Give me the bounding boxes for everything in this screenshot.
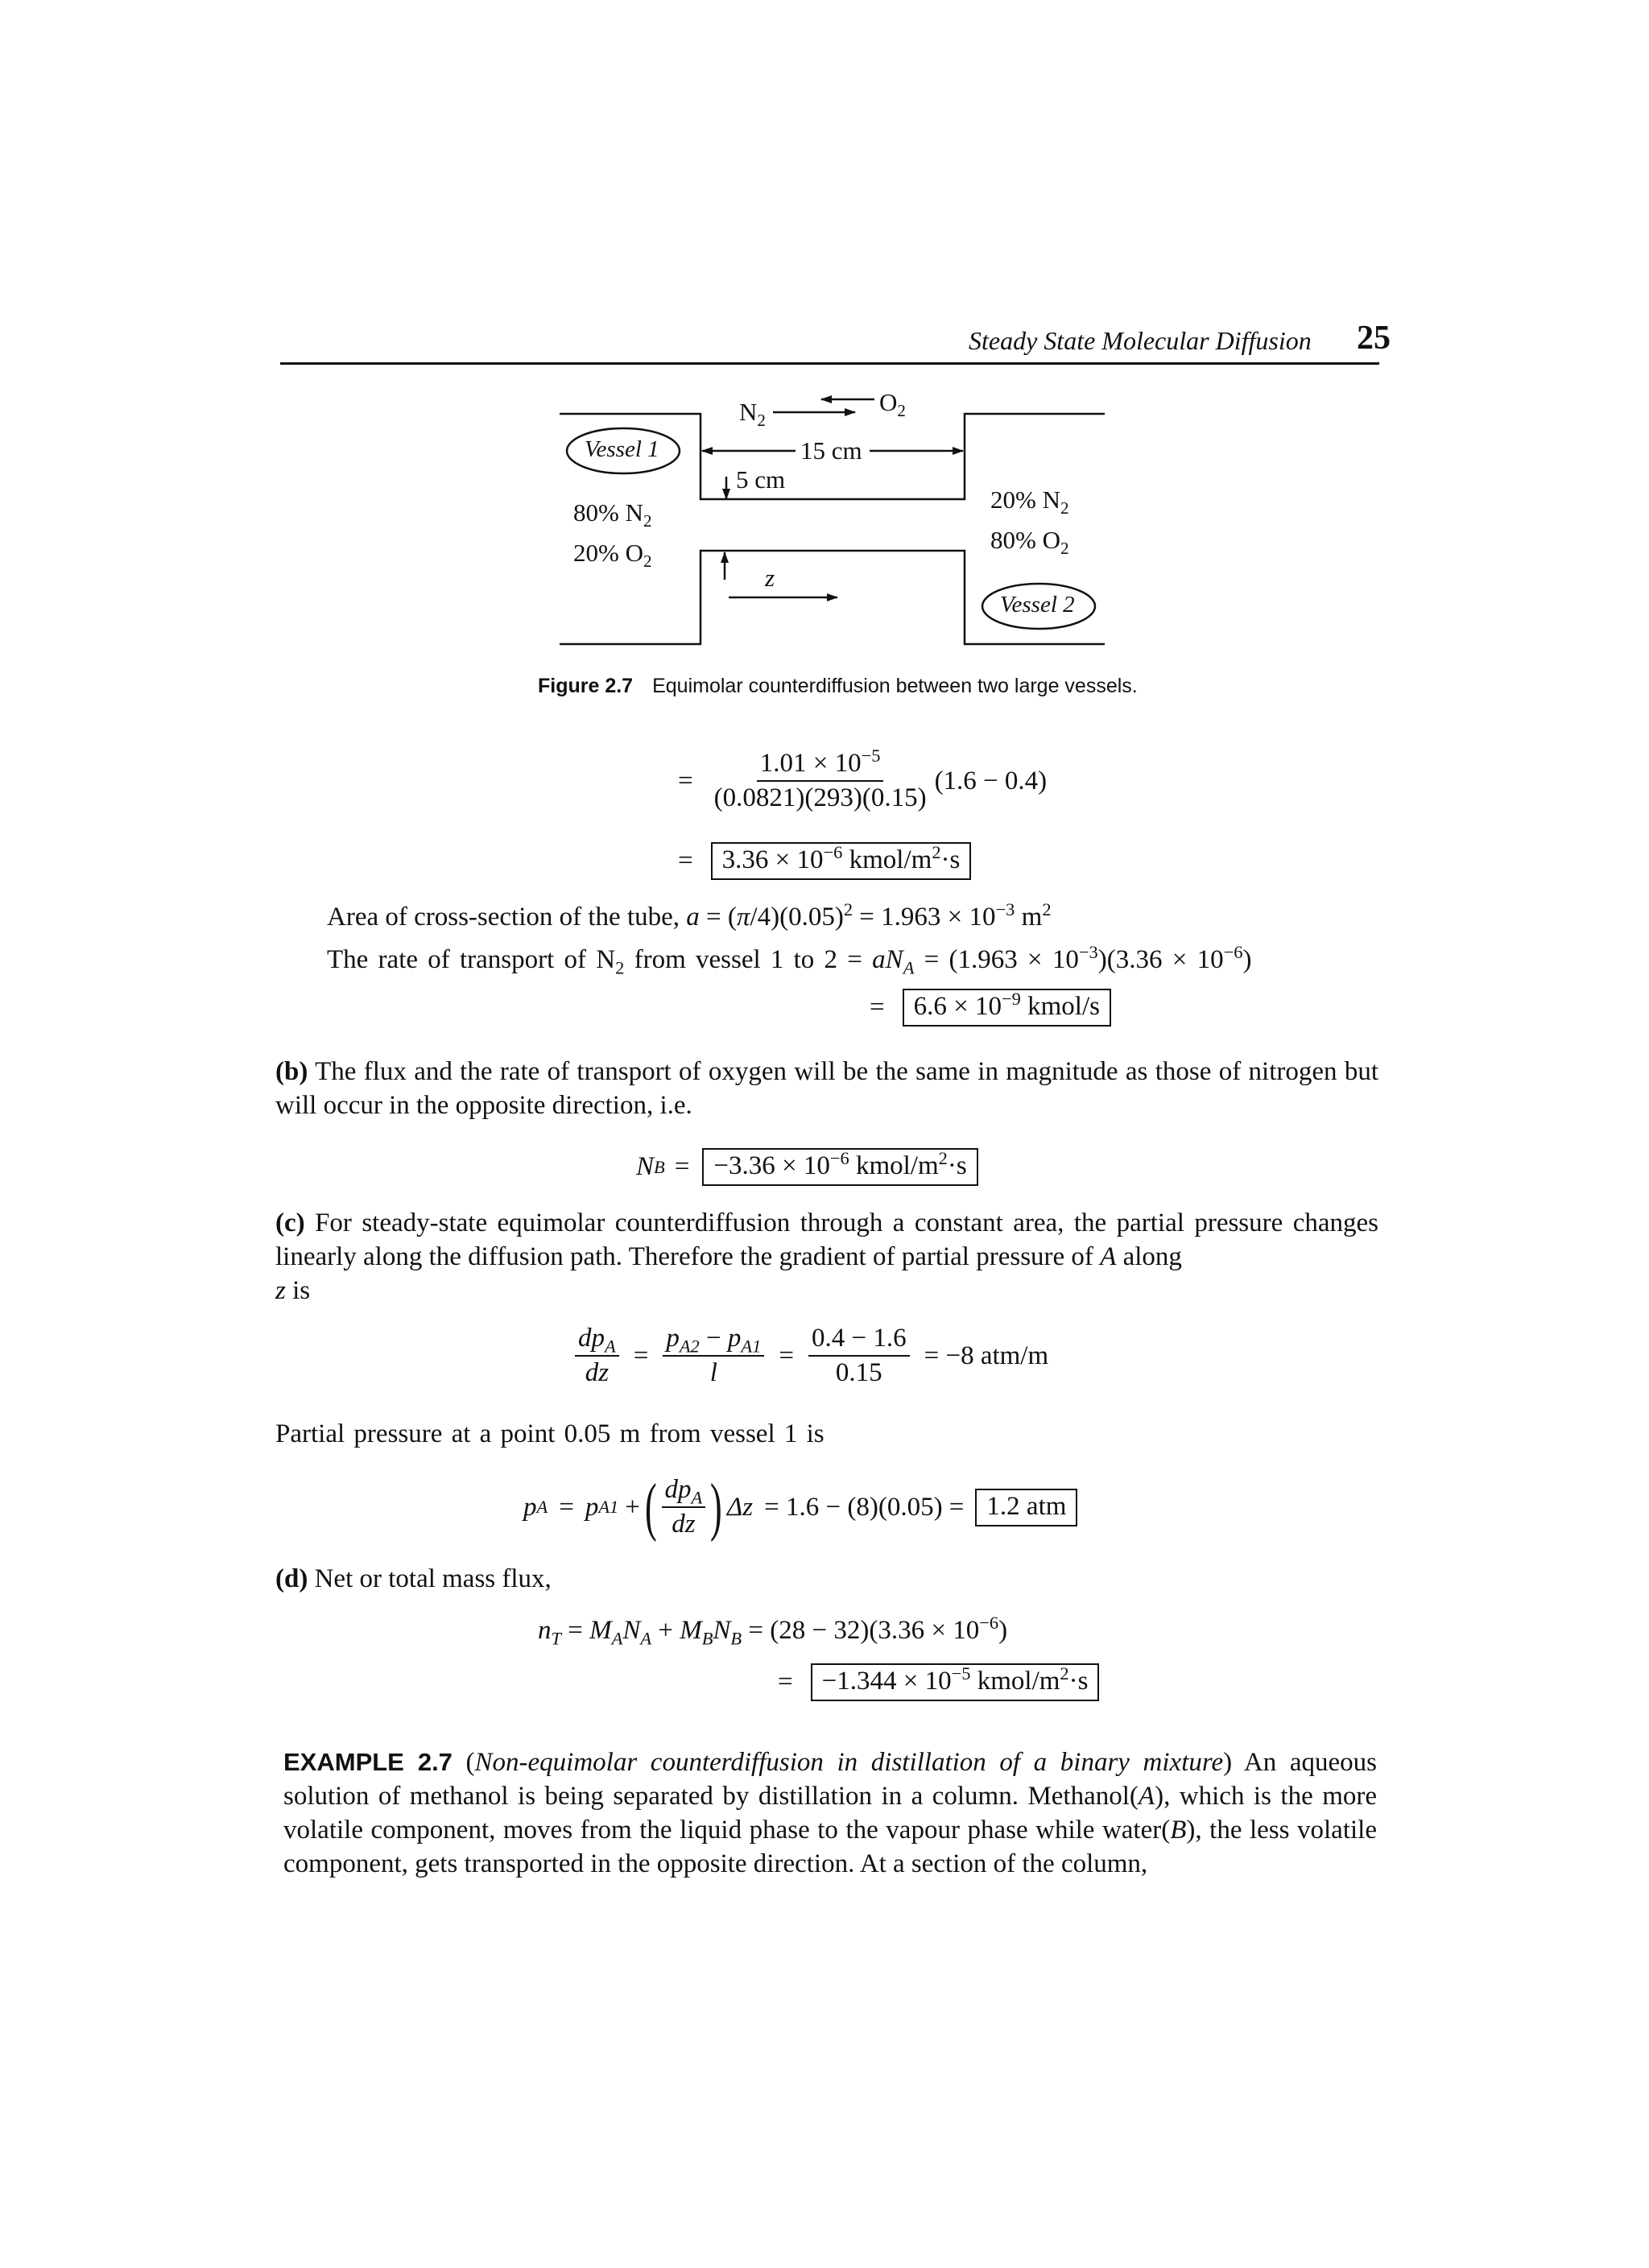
paragraph-c: (c) For steady-state equimolar counterdiffusion through a constant area, the partial pressure changes linearly along the diffusion path. Therefore the gradient of partial pressure of A along z is	[275, 1208, 1378, 1305]
left-paren: (	[644, 1472, 657, 1543]
vessel1-o2-fraction: 20% $O_2$	[573, 539, 652, 572]
equation-nb: N B = $-3.36 \times 10^{-6}$ kmol/$m^2\cdot s$	[636, 1148, 978, 1186]
equation-rate-result: = $6.6 \times 10^{-9}$ kmol/s	[870, 989, 1111, 1027]
figure-2-7	[0, 0, 1649, 660]
equation-total-mass-flux: $n_T = M_AN_A + M_BN_B = (28 - 32)(3.36 \times 10^{-6})$	[538, 1613, 1008, 1649]
vessel2-composition	[990, 480, 1069, 560]
boxed-flux-result: $3.36 \times 10^{-6}$ kmol/$m^2\cdot s$	[711, 842, 972, 880]
equation-gradient: $\frac{dp_A}{dz}$ = $\frac{p_{A2} - p_{A1}}{l}$ = $\frac{0.4 - 1.6}{0.15}$ = −8 atm/m	[575, 1324, 1048, 1388]
equation-partial-pressure: p A = p A1 + ( $\frac{dp_A}{dz}$ ) Δz = 1.6 − (8)(0.05) = 1.2 atm	[523, 1475, 1077, 1539]
equation-flux-result: = $3.36 \times 10^{-6}$ kmol/$m^2\cdot s$	[678, 842, 971, 880]
boxed-nb-result: $-3.36 \times 10^{-6}$ kmol/$m^2\cdot s$	[702, 1148, 977, 1186]
vessel1-composition	[573, 493, 652, 573]
n2-label: $N_2$	[739, 398, 766, 431]
dpa-dz-fraction-2: $\frac{dp_A}{dz}$	[662, 1475, 706, 1539]
partial-pressure-line: Partial pressure at a point 0.05 m from vessel 1 is	[275, 1419, 824, 1448]
paragraph-d: (d) Net or total mass flux,	[275, 1564, 552, 1593]
paragraph-b: (b) The flux and the rate of transport of oxygen will be the same in magnitude as those of nitrogen but will occur in the opposite direction, i.e.	[275, 1057, 1378, 1120]
vessel1-n2-fraction: 80% $N_2$	[573, 498, 652, 531]
length-label: 15 cm	[797, 436, 866, 465]
flux-fraction: $\frac{1.01 \times 10^{-5}}{(0.0821)(293)(0.15)}$	[713, 746, 927, 812]
z-label: z	[765, 564, 775, 592]
example-2-7: EXAMPLE 2.7 (Non-equimolar counterdiffusion in distillation of a binary mixture) An aqueous solution of methanol is being separated by distillation in a column. Methanol(A), which is the more volatile component, moves from the liquid phase to the vapour phase while water(B), the less volatile component, gets transported in the opposite direction. At a section of the column,	[283, 1748, 1378, 1878]
rate-line: The rate of transport of $N_2$ from vessel 1 to $2 = aN_A = (1.963 \times 10^{-3})(3.36 \times 10^{-6})$	[327, 942, 1252, 978]
diameter-label: 5 cm	[736, 465, 786, 494]
running-title: Steady State Molecular Diffusion	[969, 326, 1312, 355]
boxed-partial-pressure: 1.2 atm	[975, 1489, 1077, 1526]
caption-text: Equimolar counterdiffusion between two large vessels.	[652, 675, 1138, 697]
caption-label: Figure 2.7	[538, 675, 634, 697]
vessel1-label: Vessel 1	[585, 436, 659, 462]
numeric-gradient-fraction: $\frac{0.4 - 1.6}{0.15}$	[808, 1324, 910, 1388]
boxed-rate-result: $6.6 \times 10^{-9}$ kmol/s	[903, 989, 1111, 1027]
example-label: EXAMPLE 2.7	[283, 1748, 453, 1776]
page-number: 25	[1357, 320, 1391, 357]
right-paren: )	[710, 1472, 722, 1543]
equation-flux-fraction: = $\frac{1.01 \times 10^{-5}}{(0.0821)(293)(0.15)}$ (1.6 − 0.4)	[678, 746, 1048, 812]
dpa-dz-fraction: $\frac{dp_A}{dz}$	[575, 1324, 619, 1388]
o2-label: $O_2$	[879, 388, 906, 421]
vessel-diagram	[0, 0, 1649, 660]
example-title: Non-equimolar counterdiffusion in distillation of a binary mixture	[474, 1748, 1224, 1777]
pressure-difference-fraction: $\frac{p_{A2} - p_{A1}}{l}$	[663, 1324, 764, 1388]
vessel2-n2-fraction: 20% $N_2$	[990, 485, 1069, 518]
equation-total-mass-flux-result: = $-1.344 \times 10^{-5}$ kmol/$m^2\cdot s$	[778, 1663, 1099, 1701]
vessel2-label: Vessel 2	[1000, 592, 1075, 618]
figure-caption	[538, 675, 1138, 698]
area-line: Area of cross-section of the tube, $a = (\pi/4)(0.05)^2 = 1.963 \times 10^{-3}$ $m^2$	[327, 899, 1052, 932]
vessel2-o2-fraction: 80% $O_2$	[990, 526, 1069, 559]
boxed-total-mass-flux: $-1.344 \times 10^{-5}$ kmol/$m^2\cdot s$	[811, 1663, 1100, 1701]
